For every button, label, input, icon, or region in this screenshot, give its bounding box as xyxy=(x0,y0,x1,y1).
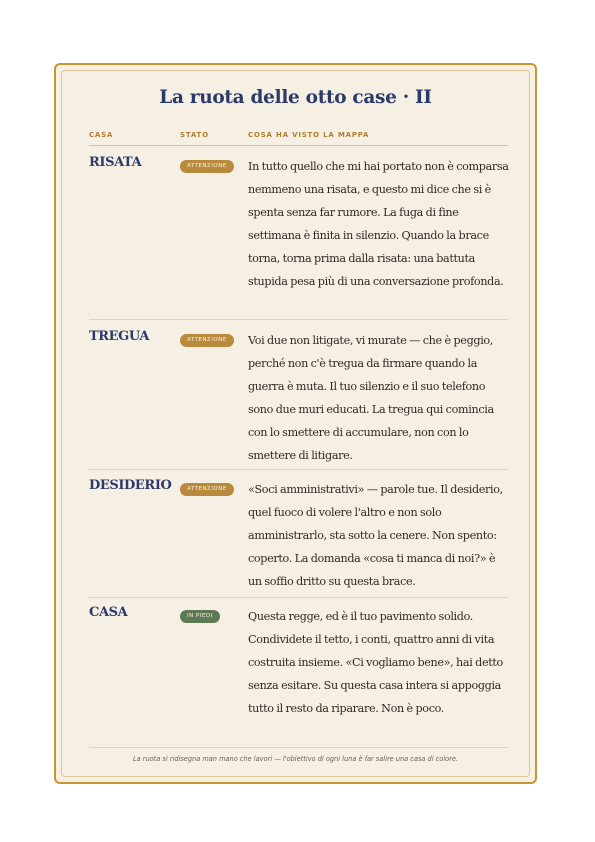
house-name: TREGUA xyxy=(89,329,150,344)
row-divider xyxy=(89,319,508,320)
house-name: RISATA xyxy=(89,155,142,170)
house-description: «Soci amministrativi» — parole tue. Il desiderio, quel fuoco di volere l'altro e non solo amministrarlo, sta sotto la cenere. Non spento: coperto. La domanda «cosa ti manca di noi?» è un soffio dritto su questa brace. xyxy=(248,483,503,588)
house-name: DESIDERIO xyxy=(89,478,172,493)
status-badge: ATTENZIONE xyxy=(180,334,234,347)
status-badge: ATTENZIONE xyxy=(180,483,234,496)
status-badge: ATTENZIONE xyxy=(180,160,234,173)
footer-note: La ruota si ridisegna man mano che lavori — l'obiettivo di ogni luna è far salire una casa di colore. xyxy=(132,755,459,763)
page-title: La ruota delle otto case · II xyxy=(159,87,432,108)
header-divider xyxy=(89,145,508,146)
house-description: Voi due non litigate, vi murate — che è peggio, perché non c'è tregua da firmare quando la guerra è muta. Il tuo silenzio e il suo telefono sono due muri educati. La tregua qui comincia con lo smettere di accumulare, non con lo smettere di litigare. xyxy=(248,334,494,462)
row-divider xyxy=(89,747,508,748)
house-name: CASA xyxy=(89,605,128,620)
card-frame xyxy=(54,63,537,784)
row-divider xyxy=(89,469,508,470)
house-description: In tutto quello che mi hai portato non è comparsa nemmeno una risata, e questo mi dice che si è spenta senza far rumore. La fuga di fine settimana è finita in silenzio. Quando la brace torna, torna prima dalla risata: una battuta stupida pesa più di una conversazione profonda. xyxy=(248,160,509,288)
status-badge: IN PIEDI xyxy=(180,610,220,623)
house-description: Questa regge, ed è il tuo pavimento solido. Condividete il tetto, i conti, quattro anni di vita costruita insieme. «Ci vogliamo bene», hai detto senza esitare. Su questa casa intera si appoggia tutto il resto da riparare. Non è poco. xyxy=(248,610,503,715)
column-header-house: CASA xyxy=(89,131,114,139)
column-header-state: STATO xyxy=(180,131,209,139)
column-header-map: COSA HA VISTO LA MAPPA xyxy=(248,131,370,139)
row-divider xyxy=(89,597,508,598)
